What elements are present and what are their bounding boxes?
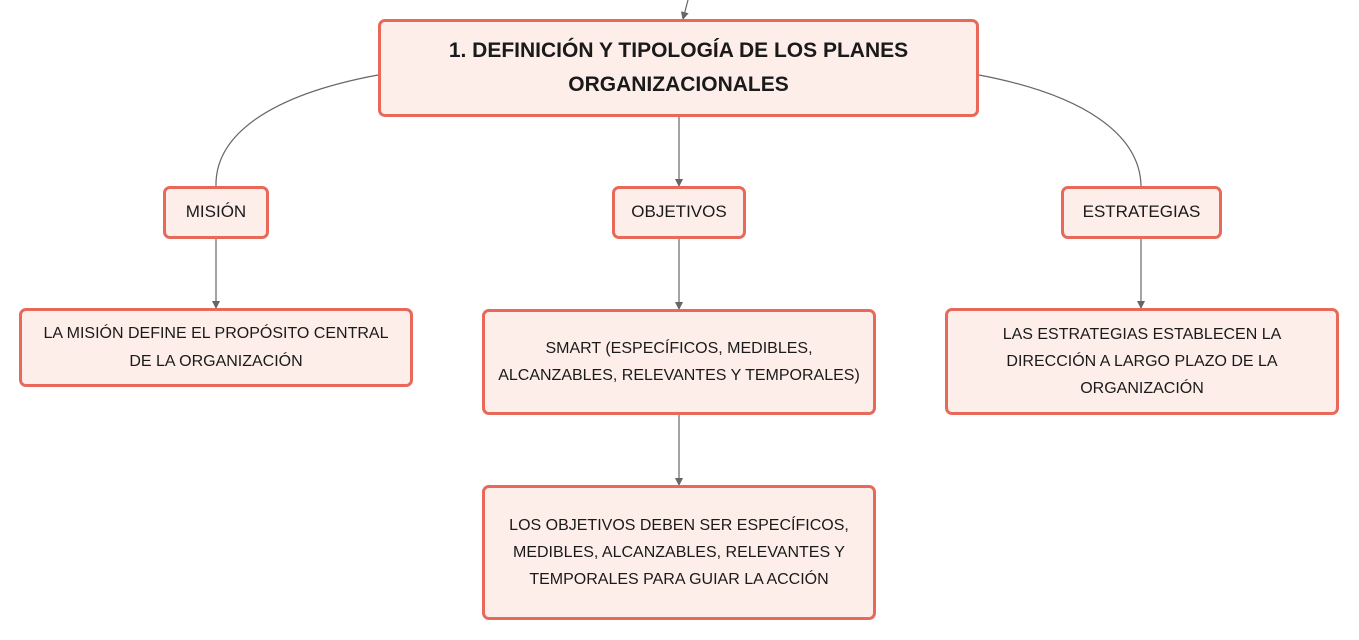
topic-node-estrategias-label: ESTRATEGIAS xyxy=(1082,202,1201,222)
topic-node-mision-label: MISIÓN xyxy=(185,202,247,222)
topic-node-objetivos[interactable] xyxy=(612,186,746,239)
topic-node-estrategias[interactable] xyxy=(1061,186,1222,239)
topic-node-objetivos-label: OBJETIVOS xyxy=(631,202,727,222)
connector-root-to-estrategias xyxy=(979,75,1141,186)
detail-node-smart[interactable] xyxy=(482,309,876,415)
connector-parent-to-root xyxy=(683,0,688,19)
root-node-label: 1. DEFINICIÓN Y TIPOLOGÍA DE LOS PLANES ORGANIZACIONALES xyxy=(448,39,909,96)
detail-node-objetivos-label: LOS OBJETIVOS DEBEN SER ESPECÍFICOS, MEDIBLES, ALCANZABLES, RELEVANTES Y TEMPORALES PARA GUIAR LA ACCIÓN xyxy=(509,516,849,589)
detail-node-estrategias[interactable] xyxy=(945,308,1339,415)
connector-root-to-mision xyxy=(216,75,378,186)
detail-node-estrategias-label: LAS ESTRATEGIAS ESTABLECEN LA DIRECCIÓN A LARGO PLAZO DE LA ORGANIZACIÓN xyxy=(1002,325,1282,398)
topic-node-mision[interactable] xyxy=(163,186,269,239)
detail-node-mision-label: LA MISIÓN DEFINE EL PROPÓSITO CENTRAL DE LA ORGANIZACIÓN xyxy=(43,325,389,370)
detail-node-smart-label: SMART (ESPECÍFICOS, MEDIBLES, ALCANZABLES, RELEVANTES Y TEMPORALES) xyxy=(498,339,860,384)
root-node[interactable] xyxy=(378,19,979,117)
detail-node-objetivos[interactable] xyxy=(482,485,876,620)
detail-node-mision[interactable] xyxy=(19,308,413,387)
